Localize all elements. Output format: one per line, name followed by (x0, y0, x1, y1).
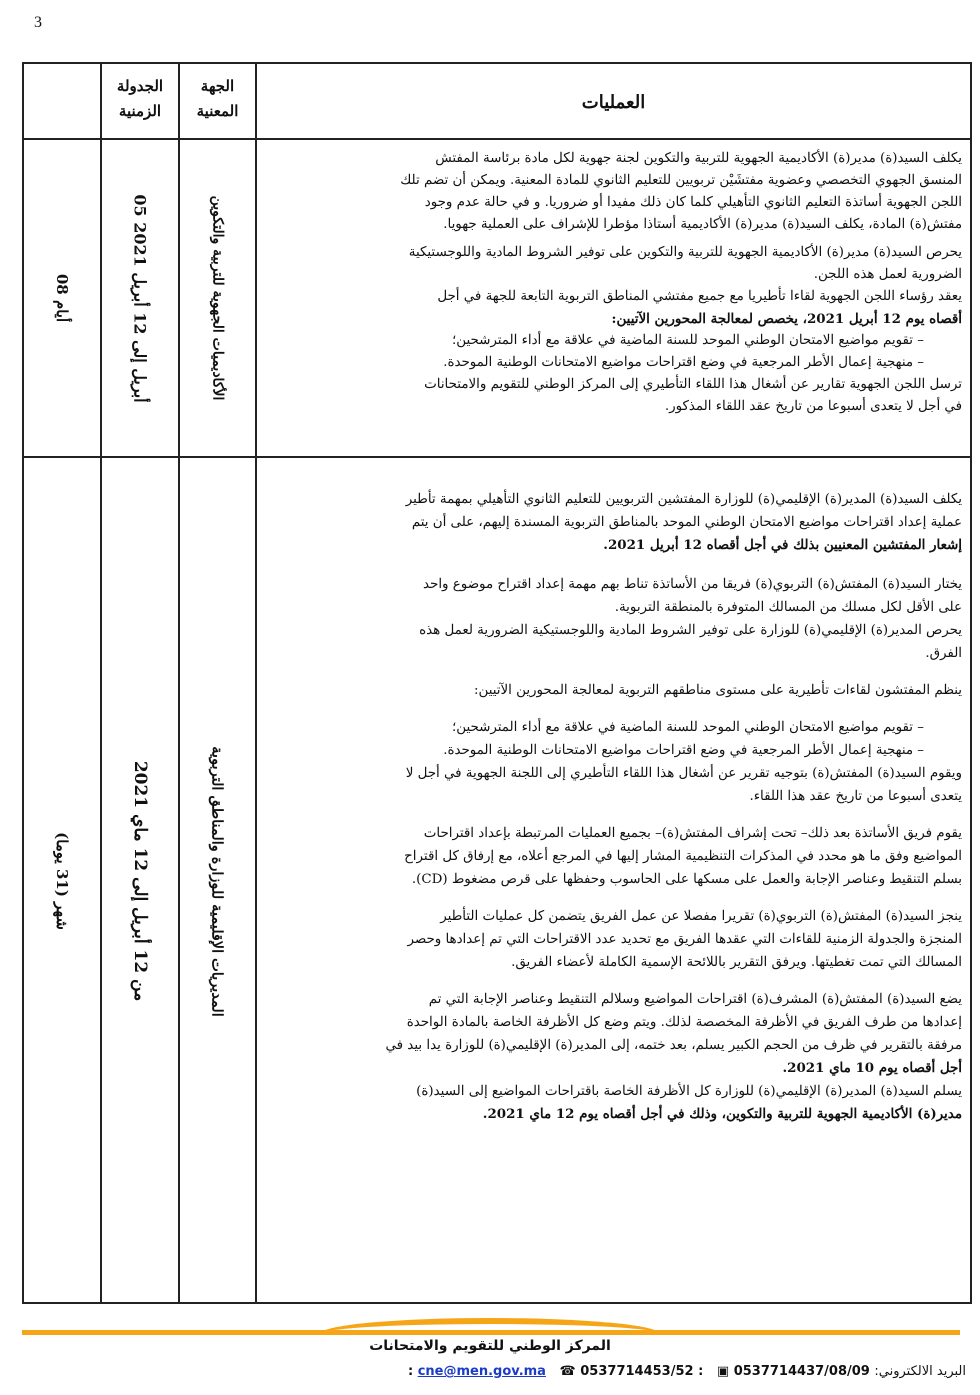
fax-number: 0537714437/08/09 : (407, 1364, 870, 1379)
fax-icon: ▣ (716, 1364, 730, 1379)
paragraph-line: يحرص المدير(ة) الإقليمي(ة) للوزارة على توفير الشروط المادية واللوجستيكية الضرورية لعمل هذه (419, 623, 962, 638)
header-schedule: الجدولة الزمنية (116, 77, 164, 120)
paragraph-line: إشعار المفتشين المعنيين بذلك في أجل أقصاه 12 أبريل 2021. (603, 537, 962, 553)
paragraph-line: ينظم المفتشون لقاءات تأطيرية على مستوى مناطقهم التربوية لمعالجة المحورين الآتيين: (474, 683, 962, 698)
paragraph-line: المنسق الجهوي التخصصي وعضوية مفتشَيْن تربويين للتعليم الثانوي للمادة المعنية. ويمكن أن تضم تلك (400, 173, 962, 188)
paragraph-line: يضع السيد(ة) المفتش(ة) المشرف(ة) اقتراحات المواضيع وسلالم التنقيط وعناصر الإجابة التي تم (428, 992, 962, 1007)
paragraph-line: ترسل اللجن الجهوية تقارير عن أشغال هذا اللقاء التأطيري إلى المركز الوطني للتقويم والامتحانات (424, 377, 962, 392)
paragraph-line: بسلم التنقيط وعناصر الإجابة والعمل على مسكها على الحاسوب وحفظها على قرص مضغوط (CD). (411, 872, 962, 887)
bullet-item: – منهجية إعمال الأطر المرجعية في وضع اقتراحات مواضيع الامتحانات الوطنية الموحدة. (443, 743, 924, 758)
paragraph-line: يختار السيد(ة) المفتش(ة) التربوي(ة) فريقا من الأساتذة تناط بهم مهمة إعداد اقتراح موضوع واحد (423, 577, 962, 592)
paragraph-line: الفرق. (925, 646, 962, 661)
paragraph-line: ويقوم السيد(ة) المفتش(ة) بتوجيه تقرير عن أشغال هذا اللقاء التأطيري إلى اللجنة الجهوية في أجل لا (405, 766, 962, 781)
operations-table (22, 62, 972, 1304)
email-label: البريد الالكتروني: (874, 1364, 966, 1379)
row1-concerned: الأكاديميات الجهوية للتربية والتكوين (209, 195, 226, 401)
paragraph-line: يحرص السيد(ة) مدير(ة) الأكاديمية الجهوية للتربية والتكوين على توفير الشروط المادية واللوجستيكية (408, 245, 962, 260)
paragraph-line: أقصاه يوم 12 أبريل 2021، يخصص لمعالجة المحورين الآتيين: (611, 311, 962, 327)
header-operations: العمليات (581, 91, 646, 113)
paragraph-line: مرفقة بالتقرير في ظرف من الحجم الكبير يسلم، بعد ختمه، إلى المدير(ة) الإقليمي(ة) للوزارة يدا بيد في (385, 1038, 962, 1053)
bullet-item: – منهجية إعمال الأطر المرجعية في وضع اقتراحات مواضيع الامتحانات الوطنية الموحدة. (443, 355, 924, 370)
phone-number: 0537714453/52 : (580, 1364, 704, 1379)
paragraph-line: عملية إعداد اقتراحات مواضيع الامتحان الوطني الموحد بالمناطق التربوية المسندة إليهم، على أن يتم (411, 515, 962, 530)
paragraph-line: يسلم السيد(ة) المدير(ة) الإقليمي(ة) للوزارة كل الأظرفة الخاصة باقتراحات المواضيع إلى السيد(ة) (416, 1084, 962, 1099)
paragraph-line: يكلف السيد(ة) المدير(ة) الإقليمي(ة) للوزارة المفتشين التربويين للتعليم الثانوي التأهيلي بمهمة تأطير (405, 492, 962, 507)
row2-duration: شهر (31 يوما) (53, 832, 71, 930)
header-concerned: الجهة المعنية (196, 77, 239, 120)
row1-duration: 08 أيام (53, 273, 71, 323)
row1-operations (261, 148, 962, 418)
page-number: 3 (34, 14, 42, 31)
paragraph-line: إعدادها من طرف الفريق في الأظرفة المخصصة لذلك. ويتم وضع كل الأظرفة الخاصة بالمادة الواحدة (406, 1015, 962, 1030)
phone-icon: ☎ (559, 1364, 576, 1379)
paragraph-line: يعقد رؤساء اللجن الجهوية لقاءا تأطيريا مع جميع مفتشي المناطق التربوية التابعة للجهة في أجل (437, 289, 962, 304)
row2-concerned: المديريات الإقليمية للوزارة والمناطق التربوية (209, 745, 226, 1017)
row2-operations (261, 488, 962, 1126)
row1-schedule: 05 أبريل إلى 12 أبريل 2021 (130, 193, 150, 403)
paragraph-line: ينجز السيد(ة) المفتش(ة) التربوي(ة) تقريرا مفصلا عن عمل الفريق يتضمن كل عمليات التأطير (440, 909, 962, 924)
bullet-item: – تقويم مواضيع الامتحان الوطني الموحد للسنة الماضية في علاقة مع أداء المترشحين؛ (452, 333, 924, 348)
email-link[interactable]: cne@men.gov.ma (417, 1364, 546, 1379)
paragraph-line: المواضيع وفق ما هو محدد في المذكرات التنظيمية المشار إليها في المرجع أعلاه، مع إرفاق كل اقتراح (404, 849, 962, 864)
paragraph-line: في أجل لا يتعدى أسبوعا من تاريخ عقد اللقاء المذكور. (664, 399, 962, 414)
column-divider (255, 64, 257, 1302)
footer-rule (22, 1330, 960, 1335)
footer-organization: المركز الوطني للتقويم والامتحانات (369, 1338, 611, 1354)
paragraph-line: المسالك التي تمت تغطيتها. ويرفق التقرير باللائحة الإسمية الكاملة لأعضاء الفريق. (511, 955, 962, 970)
paragraph-line: مفتش(ة) المادة، يكلف السيد(ة) مدير(ة) الأكاديمية أستاذا مؤطرا للإشراف على العملية جهويا. (443, 217, 962, 232)
paragraph-line: على الأقل لكل مسلك من المسالك المتوفرة بالمنطقة التربوية. (614, 600, 962, 615)
paragraph-line: يتعدى أسبوعا من تاريخ عقد هذا اللقاء. (749, 789, 962, 804)
footer-contact (170, 1364, 966, 1379)
paragraph-line: يكلف السيد(ة) مدير(ة) الأكاديمية الجهوية للتربية والتكوين لجنة جهوية لكل مادة برئاسة المفتش (435, 151, 962, 166)
paragraph-line: أجل أقصاه يوم 10 ماي 2021. (782, 1060, 962, 1076)
paragraph-line: مدير(ة) الأكاديمية الجهوية للتربية والتكوين، وذلك في أجل أقصاه يوم 12 ماي 2021. (482, 1106, 962, 1122)
paragraph-line: الضرورية لعمل هذه اللجن. (813, 267, 962, 282)
bullet-item: – تقويم مواضيع الامتحان الوطني الموحد للسنة الماضية في علاقة مع أداء المترشحين؛ (452, 720, 924, 735)
paragraph-line: يقوم فريق الأساتذة بعد ذلك– تحت إشراف المفتش(ة)– بجميع العمليات المرتبطة بإعداد اقتراحات (423, 826, 962, 841)
row2-schedule: من 12 أبريل إلى 12 ماي 2021 (130, 760, 151, 1002)
paragraph-line: المنجزة والجدولة الزمنية للقاءات التي عقدها الفريق مع تحديد عدد الاقتراحات التي تم إعدادها وحصر (407, 932, 962, 947)
paragraph-line: اللجن الجهوية أساتذة التعليم الثانوي التأهيلي كلما كان ذلك مفيدا أو ضروريا. و في حالة عدم وجود (424, 195, 962, 210)
